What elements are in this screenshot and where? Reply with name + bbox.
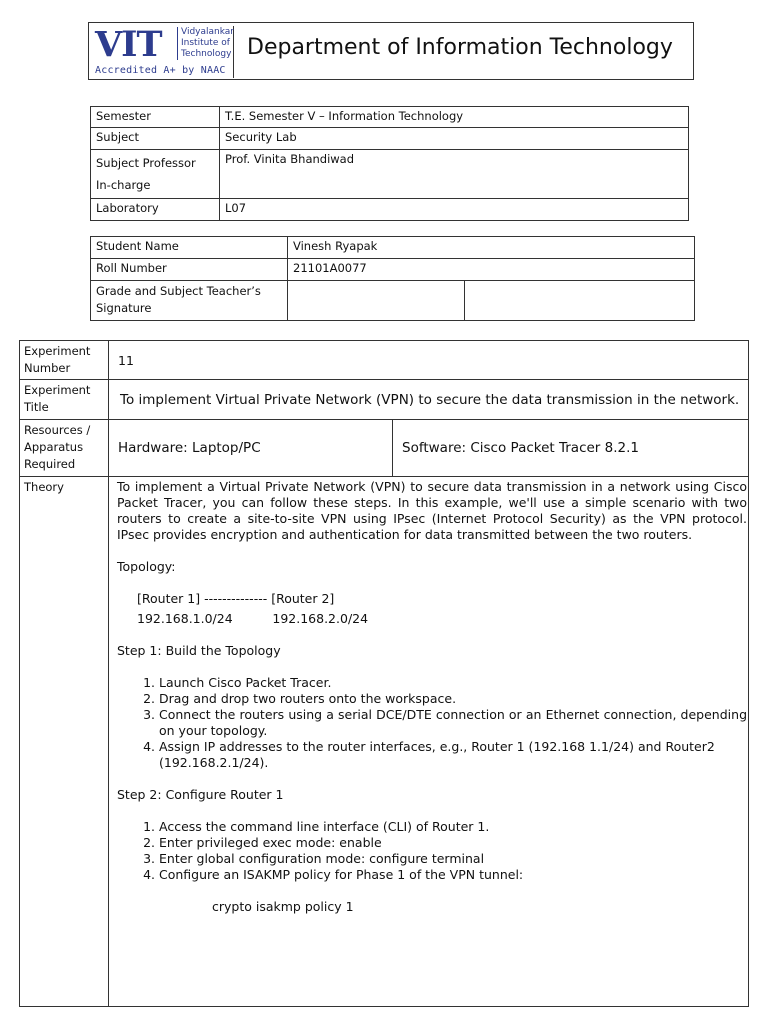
table-row: [91, 237, 695, 259]
experiment-number-value: 11: [109, 341, 749, 380]
list-item: 2. Drag and drop two routers onto the workspace.: [159, 691, 747, 707]
laboratory-label: Laboratory: [91, 199, 220, 221]
student-info-table: [90, 236, 695, 321]
subject-value: Security Lab: [220, 128, 689, 150]
grade-cell: [288, 281, 465, 321]
professor-value: Prof. Vinita Bhandiwad: [220, 150, 689, 199]
software-value: Software: Cisco Packet Tracer 8.2.1: [393, 420, 749, 477]
experiment-number-label: Experiment Number: [20, 341, 109, 380]
table-row: [91, 128, 689, 150]
institute-name: Vidyalankar Institute of Technology: [177, 27, 234, 60]
list-item: 3. Connect the routers using a serial DCE/DTE connection or an Ethernet connection, depending on your topology.: [159, 707, 747, 739]
signature-cell: [465, 281, 695, 321]
table-row: [20, 477, 749, 1007]
department-title: Department of Information Technology: [247, 35, 673, 60]
table-row: [20, 341, 749, 380]
student-name-value: Vinesh Ryapak: [288, 237, 695, 259]
page-header: [88, 22, 694, 80]
semester-label: Semester: [91, 107, 220, 128]
list-item: 2. Enter privileged exec mode: enable: [159, 835, 747, 851]
table-row: [20, 380, 749, 420]
topology-line-2: 192.168.1.0/24 192.168.2.0/24: [137, 611, 369, 626]
step2-list: [117, 819, 747, 883]
command-text: crypto isakmp policy 1: [212, 899, 354, 914]
theory-label: Theory: [20, 477, 109, 1007]
hardware-value: Hardware: Laptop/PC: [109, 420, 393, 477]
list-item: 1. Launch Cisco Packet Tracer.: [159, 675, 747, 691]
step2-heading: Step 2: Configure Router 1: [117, 787, 284, 802]
list-item: 1. Access the command line interface (CLI) of Router 1.: [159, 819, 747, 835]
subject-label: Subject: [91, 128, 220, 150]
vit-logo: [93, 26, 234, 78]
laboratory-value: L07: [220, 199, 689, 221]
experiment-table: [19, 340, 749, 1007]
list-item: 4. Assign IP addresses to the router interfaces, e.g., Router 1 (192.168 1.1/24) and Router2 (192.168.2.1/24).: [159, 739, 747, 771]
table-row: [91, 199, 689, 221]
table-row: [91, 281, 695, 321]
resources-label: Resources / Apparatus Required: [20, 420, 109, 477]
list-item: 4. Configure an ISAKMP policy for Phase 1 of the VPN tunnel:: [159, 867, 747, 883]
theory-intro: To implement a Virtual Private Network (VPN) to secure data transmission in a network using Cisco Packet Tracer, you can follow these steps. In this example, we'll use a simple scenario with two routers to create a site-to-site VPN using IPsec (Internet Protocol Security) as the VPN protocol. IPsec provides encryption and authentication for data transmitted between the two routers.: [117, 479, 747, 542]
student-name-label: Student Name: [91, 237, 288, 259]
table-row: [91, 259, 695, 281]
logo-text: VIT: [95, 24, 162, 65]
roll-number-label: Roll Number: [91, 259, 288, 281]
step1-heading: Step 1: Build the Topology: [117, 643, 281, 658]
experiment-title-value: To implement Virtual Private Network (VPN) to secure the data transmission in the network.: [109, 380, 749, 420]
table-row: [91, 150, 689, 199]
table-row: [20, 420, 749, 477]
grade-signature-label: Grade and Subject Teacher’s Signature: [91, 281, 288, 321]
theory-content: [109, 477, 749, 1007]
experiment-title-label: Experiment Title: [20, 380, 109, 420]
list-item: 3. Enter global configuration mode: configure terminal: [159, 851, 747, 867]
course-info-table: [90, 106, 689, 221]
table-row: [91, 107, 689, 128]
step1-list: [117, 675, 747, 771]
topology-line-1: [Router 1] -------------- [Router 2]: [137, 591, 335, 606]
semester-value: T.E. Semester V – Information Technology: [220, 107, 689, 128]
topology-heading: Topology:: [117, 559, 176, 574]
professor-label: Subject Professor In-charge: [91, 150, 220, 199]
accreditation-text: Accredited A+ by NAAC: [95, 65, 226, 76]
roll-number-value: 21101A0077: [288, 259, 695, 281]
